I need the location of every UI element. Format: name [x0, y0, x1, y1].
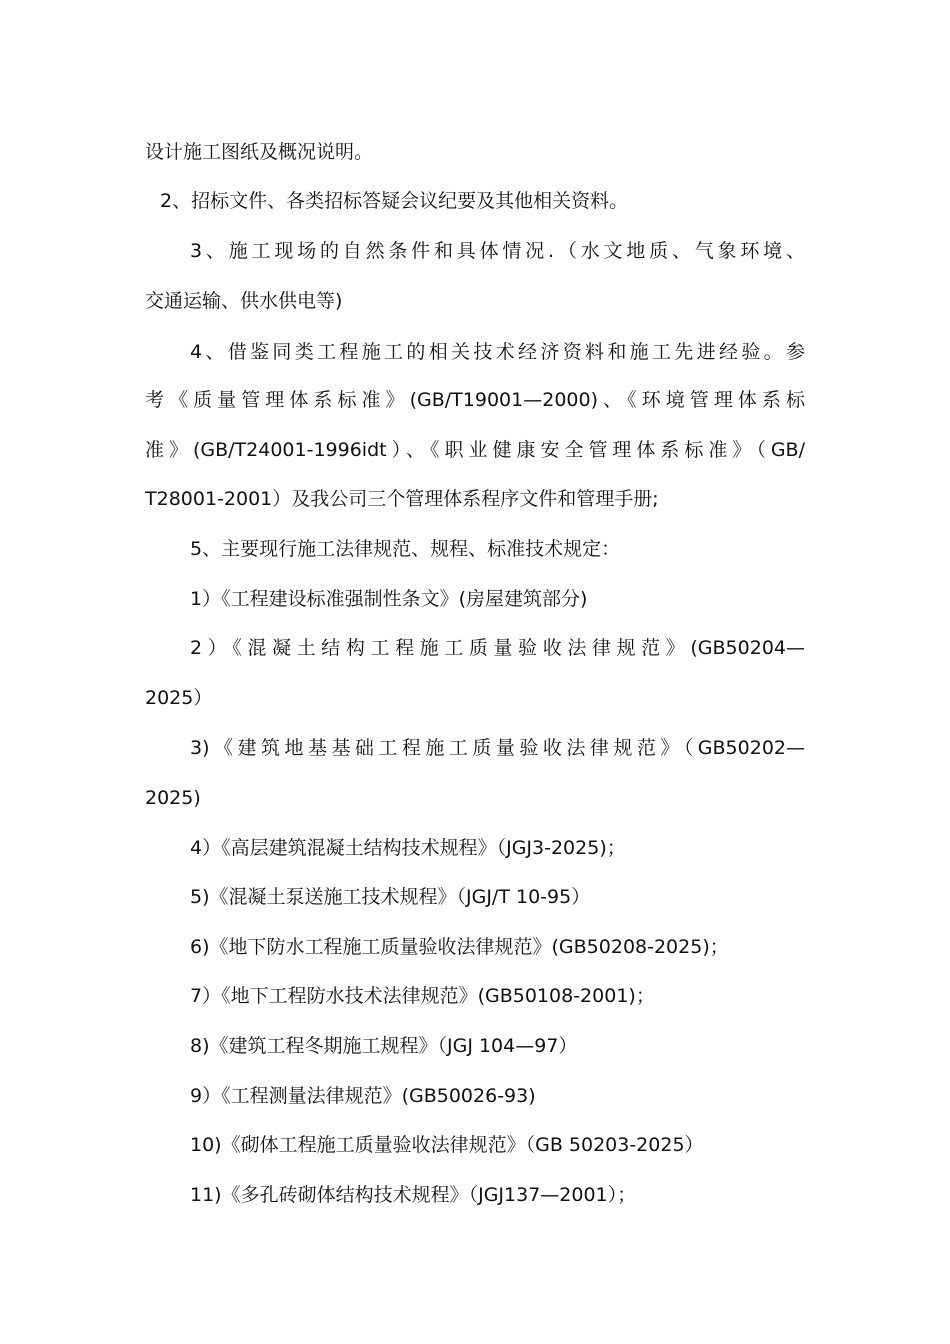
text-line: 9）《工程测量法律规范》(GB50026-93) [190, 1085, 536, 1107]
text-line: 4、借鉴同类工程施工的相关技术经济资料和施工先进经验。参 [190, 341, 805, 363]
text-line: 2）《混凝土结构工程施工质量验收法律规范》(GB50204— [190, 637, 805, 659]
text-line: 设计施工图纸及概况说明。 [145, 141, 374, 163]
text-line: 交通运输、供水供电等) [145, 290, 343, 312]
text-line: 1）《工程建设标准强制性条文》(房屋建筑部分) [190, 588, 588, 610]
text-line: 5、主要现行施工法律规范、规程、标准技术规定： [190, 538, 621, 560]
text-line: 5)《混凝土泵送施工技术规程》（JGJ/T 10-95） [190, 886, 591, 908]
text-line: T28001-2001）及我公司三个管理体系程序文件和管理手册; [145, 488, 659, 510]
text-line: 11)《多孔砖砌体结构技术规程》（JGJ137—2001）； [190, 1184, 637, 1206]
text-line: 8)《建筑工程冬期施工规程》（JGJ 104—97） [190, 1035, 578, 1057]
text-line: 3)《建筑地基基础工程施工质量验收法律规范》（GB50202— [190, 737, 805, 759]
text-line: 4）《高层建筑混凝土结构技术规程》（JGJ3-2025)； [190, 837, 626, 859]
text-line: 3、施工现场的自然条件和具体情况.（水文地质、气象环境、 [190, 240, 805, 262]
text-line: 考《质量管理体系标准》(GB/T19001—2000)、《环境管理体系标 [145, 389, 805, 411]
text-line: 6)《地下防水工程施工质量验收法律规范》(GB50208-2025)； [190, 936, 729, 958]
text-line: 2、招标文件、各类招标答疑会议纪要及其他相关资料。 [160, 190, 629, 212]
text-line: 2025) [145, 787, 201, 809]
text-line: 准》(GB/T24001-1996idt）、《职业健康安全管理体系标准》（GB/ [145, 439, 805, 461]
text-line: 7）《地下工程防水技术法律规范》(GB50108-2001)； [190, 985, 655, 1007]
text-line: 10)《砌体工程施工质量验收法律规范》（GB 50203-2025） [190, 1134, 704, 1156]
text-line: 2025） [145, 687, 213, 709]
